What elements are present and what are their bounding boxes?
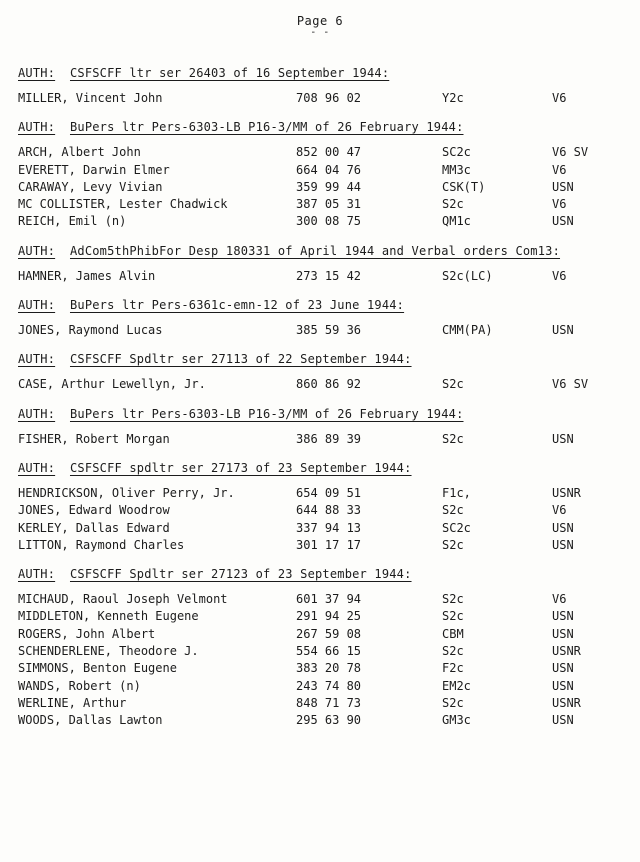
personnel-row bbox=[18, 660, 628, 677]
auth-line bbox=[18, 459, 628, 477]
personnel-row bbox=[18, 268, 628, 285]
entry-list bbox=[18, 376, 628, 393]
personnel-number: 654 09 51 bbox=[296, 485, 362, 500]
personnel-name: CASE, Arthur Lewellyn, Jr. bbox=[18, 377, 206, 392]
personnel-name: LITTON, Raymond Charles bbox=[18, 537, 185, 552]
personnel-number: 664 04 76 bbox=[296, 162, 362, 177]
personnel-name: WANDS, Robert (n) bbox=[18, 678, 141, 693]
personnel-name: HENDRICKSON, Oliver Perry, Jr. bbox=[18, 485, 235, 500]
personnel-status: V6 bbox=[552, 91, 567, 105]
personnel-name: MIDDLETON, Kenneth Eugene bbox=[18, 609, 199, 624]
page-title: Page 6 bbox=[296, 14, 344, 28]
personnel-status: V6 bbox=[552, 503, 567, 518]
personnel-number: 848 71 73 bbox=[296, 695, 362, 710]
personnel-number: 708 96 02 bbox=[296, 91, 362, 105]
personnel-rate: CBM bbox=[442, 626, 464, 641]
personnel-name: FISHER, Robert Morgan bbox=[18, 431, 170, 446]
personnel-name: REICH, Emil (n) bbox=[18, 214, 127, 229]
personnel-name: CARAWAY, Levy Vivian bbox=[18, 179, 163, 194]
personnel-row bbox=[18, 695, 628, 712]
personnel-rate: S2c bbox=[442, 592, 464, 607]
personnel-status: V6 bbox=[552, 592, 567, 607]
personnel-status: USN bbox=[552, 626, 574, 641]
personnel-rate: GM3c bbox=[442, 713, 471, 728]
personnel-rate: MM3c bbox=[442, 162, 471, 177]
personnel-status: USN bbox=[552, 520, 574, 535]
auth-label: AUTH: bbox=[18, 406, 56, 421]
personnel-row bbox=[18, 196, 628, 213]
personnel-row bbox=[18, 179, 628, 196]
personnel-status: USN bbox=[552, 713, 574, 728]
authorization-section bbox=[18, 64, 628, 107]
personnel-number: 383 20 78 bbox=[296, 661, 362, 676]
auth-line bbox=[18, 350, 628, 368]
personnel-row bbox=[18, 520, 628, 537]
auth-text: AdCom5thPhibFor Desp 180331 of April 1944 and Verbal orders Com13: bbox=[69, 243, 561, 258]
personnel-row bbox=[18, 376, 628, 393]
personnel-number: 644 88 33 bbox=[296, 503, 362, 518]
personnel-status: V6 bbox=[552, 197, 567, 212]
personnel-number: 337 94 13 bbox=[296, 520, 362, 535]
personnel-name: EVERETT, Darwin Elmer bbox=[18, 162, 170, 177]
personnel-name: ROGERS, John Albert bbox=[18, 626, 156, 641]
personnel-status: USN bbox=[552, 431, 574, 446]
personnel-number: 301 17 17 bbox=[296, 537, 362, 552]
personnel-status: USN bbox=[552, 214, 574, 229]
personnel-status: USNR bbox=[552, 695, 581, 710]
page-header bbox=[0, 14, 640, 36]
authorization-section bbox=[18, 405, 628, 448]
personnel-row bbox=[18, 322, 628, 339]
auth-text: CSFSCFF Spdltr ser 27123 of 23 September 1944: bbox=[69, 567, 412, 582]
personnel-name: WOODS, Dallas Lawton bbox=[18, 713, 163, 728]
personnel-number: 601 37 94 bbox=[296, 592, 362, 607]
entry-list bbox=[18, 144, 628, 230]
personnel-row bbox=[18, 608, 628, 625]
auth-text: CSFSCFF Spdltr ser 27113 of 22 September 1944: bbox=[69, 352, 412, 367]
personnel-name: JONES, Edward Woodrow bbox=[18, 503, 170, 518]
personnel-status: USNR bbox=[552, 644, 581, 659]
personnel-number: 291 94 25 bbox=[296, 609, 362, 624]
personnel-rate: F2c bbox=[442, 661, 464, 676]
personnel-number: 295 63 90 bbox=[296, 713, 362, 728]
personnel-row bbox=[18, 626, 628, 643]
personnel-status: USN bbox=[552, 661, 574, 676]
authorization-section bbox=[18, 242, 628, 285]
entry-list bbox=[18, 591, 628, 729]
authorization-list bbox=[18, 64, 628, 741]
personnel-status: USN bbox=[552, 537, 574, 552]
personnel-name: KERLEY, Dallas Edward bbox=[18, 520, 170, 535]
auth-text: CSFSCFF ltr ser 26403 of 16 September 1944: bbox=[69, 66, 390, 80]
personnel-row bbox=[18, 162, 628, 179]
entry-list bbox=[18, 485, 628, 554]
personnel-rate: S2c bbox=[442, 609, 464, 624]
personnel-rate: Y2c bbox=[442, 91, 464, 105]
personnel-number: 385 59 36 bbox=[296, 323, 362, 338]
personnel-name: MILLER, Vincent John bbox=[18, 91, 163, 105]
auth-label: AUTH: bbox=[18, 66, 56, 80]
personnel-rate: S2c bbox=[442, 431, 464, 446]
personnel-row bbox=[18, 643, 628, 660]
personnel-number: 273 15 42 bbox=[296, 268, 362, 283]
personnel-row bbox=[18, 431, 628, 448]
personnel-status: USNR bbox=[552, 485, 581, 500]
personnel-name: JONES, Raymond Lucas bbox=[18, 323, 163, 338]
entry-list bbox=[18, 90, 628, 107]
personnel-name: MICHAUD, Raoul Joseph Velmont bbox=[18, 592, 228, 607]
personnel-rate: F1c, bbox=[442, 485, 471, 500]
personnel-name: SIMMONS, Benton Eugene bbox=[18, 661, 177, 676]
personnel-name: SCHENDERLENE, Theodore J. bbox=[18, 644, 199, 659]
personnel-row bbox=[18, 537, 628, 554]
personnel-rate: SC2c bbox=[442, 520, 471, 535]
personnel-status: USN bbox=[552, 323, 574, 338]
auth-line bbox=[18, 405, 628, 423]
personnel-name: ARCH, Albert John bbox=[18, 145, 141, 160]
authorization-section bbox=[18, 118, 628, 230]
personnel-row bbox=[18, 213, 628, 230]
auth-text: BuPers ltr Pers-6303-LB P16-3/MM of 26 February 1944: bbox=[69, 120, 464, 135]
personnel-status: USN bbox=[552, 609, 574, 624]
personnel-rate: CSK(T) bbox=[442, 179, 486, 194]
personnel-rate: S2c bbox=[442, 377, 464, 392]
header-mark: - - bbox=[310, 27, 330, 38]
auth-line bbox=[18, 242, 628, 260]
personnel-row bbox=[18, 712, 628, 729]
auth-line bbox=[18, 296, 628, 314]
personnel-status: USN bbox=[552, 179, 574, 194]
auth-label: AUTH: bbox=[18, 120, 56, 135]
personnel-row bbox=[18, 144, 628, 161]
auth-label: AUTH: bbox=[18, 567, 56, 582]
personnel-name: HAMNER, James Alvin bbox=[18, 268, 156, 283]
personnel-rate: S2c bbox=[442, 537, 464, 552]
personnel-status: V6 SV bbox=[552, 145, 589, 160]
personnel-number: 852 00 47 bbox=[296, 145, 362, 160]
personnel-rate: S2c bbox=[442, 503, 464, 518]
personnel-row bbox=[18, 485, 628, 502]
authorization-section bbox=[18, 350, 628, 393]
personnel-status: V6 bbox=[552, 268, 567, 283]
auth-label: AUTH: bbox=[18, 460, 56, 475]
personnel-number: 300 08 75 bbox=[296, 214, 362, 229]
personnel-number: 243 74 80 bbox=[296, 678, 362, 693]
personnel-rate: S2c bbox=[442, 695, 464, 710]
personnel-row bbox=[18, 90, 628, 107]
auth-text: BuPers ltr Pers-6361c-emn-12 of 23 June 1944: bbox=[69, 298, 405, 313]
entry-list bbox=[18, 322, 628, 339]
personnel-row bbox=[18, 502, 628, 519]
auth-text: BuPers ltr Pers-6303-LB P16-3/MM of 26 February 1944: bbox=[69, 406, 464, 421]
personnel-status: USN bbox=[552, 678, 574, 693]
authorization-section bbox=[18, 565, 628, 729]
auth-label: AUTH: bbox=[18, 243, 56, 258]
personnel-row bbox=[18, 591, 628, 608]
authorization-section bbox=[18, 296, 628, 339]
entry-list bbox=[18, 268, 628, 285]
auth-line bbox=[18, 64, 628, 82]
personnel-name: WERLINE, Arthur bbox=[18, 695, 127, 710]
personnel-rate: EM2c bbox=[442, 678, 471, 693]
personnel-row bbox=[18, 678, 628, 695]
personnel-status: V6 bbox=[552, 162, 567, 177]
personnel-number: 387 05 31 bbox=[296, 197, 362, 212]
auth-line bbox=[18, 118, 628, 136]
auth-label: AUTH: bbox=[18, 352, 56, 367]
personnel-status: V6 SV bbox=[552, 377, 589, 392]
personnel-number: 554 66 15 bbox=[296, 644, 362, 659]
personnel-rate: S2c bbox=[442, 644, 464, 659]
personnel-number: 267 59 08 bbox=[296, 626, 362, 641]
auth-label: AUTH: bbox=[18, 298, 56, 313]
personnel-number: 386 89 39 bbox=[296, 431, 362, 446]
auth-text: CSFSCFF spdltr ser 27173 of 23 September 1944: bbox=[69, 460, 412, 475]
personnel-rate: S2c bbox=[442, 197, 464, 212]
personnel-rate: SC2c bbox=[442, 145, 471, 160]
personnel-number: 359 99 44 bbox=[296, 179, 362, 194]
personnel-rate: CMM(PA) bbox=[442, 323, 493, 338]
personnel-rate: QM1c bbox=[442, 214, 471, 229]
authorization-section bbox=[18, 459, 628, 554]
auth-line bbox=[18, 565, 628, 583]
personnel-name: MC COLLISTER, Lester Chadwick bbox=[18, 197, 228, 212]
personnel-rate: S2c(LC) bbox=[442, 268, 493, 283]
entry-list bbox=[18, 431, 628, 448]
personnel-number: 860 86 92 bbox=[296, 377, 362, 392]
